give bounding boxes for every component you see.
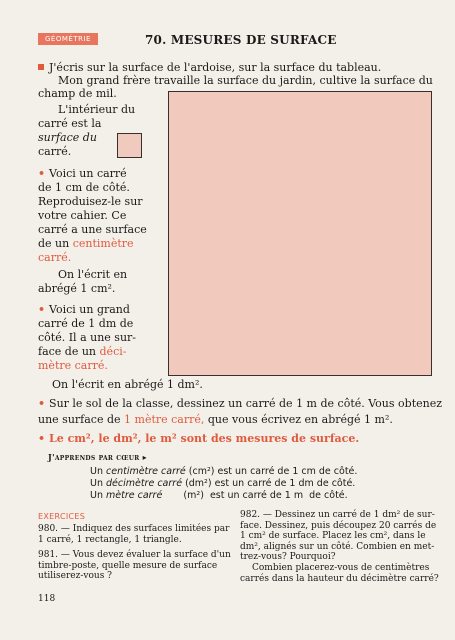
dm-line-5: mètre carré. (38, 359, 108, 372)
exercises-heading: EXERCICES (38, 512, 86, 521)
cm-line-6: de un centimètre (38, 237, 134, 250)
cm-line-9: abrégé 1 cm². (38, 282, 116, 295)
dm-line-2: carré de 1 dm de (38, 317, 134, 330)
page-number: 118 (38, 594, 56, 604)
square-centimeter-figure (117, 133, 142, 158)
rule-text: • Le cm², le dm², le m² sont des mesures de surface. (38, 432, 360, 445)
exercise-982: 982. — Dessinez un carré de 1 dm² de sur- face. Dessinez, puis découpez 20 carrés de 1 cm² de surface. Placez les cm², dans le dm², alignés sur un côté. Combien en met- trez-vous? Pourquoi? Combien placerez-vous de centimètres carrés dans la hauteur du décimètre carré? (240, 510, 439, 584)
interior-text-2: carré est la (38, 117, 102, 130)
dot-bullet-icon: • (38, 303, 46, 316)
cm-line-4: votre cahier. Ce (38, 209, 127, 222)
cm-line-3: Reproduisez-le sur (38, 195, 143, 208)
dm-line-3: côté. Il a une sur- (38, 331, 137, 344)
cm-line-7: carré. (38, 251, 72, 264)
dm-line-1: • Voici un grand (38, 303, 130, 316)
interior-text-1: L'intérieur du (58, 103, 136, 116)
cm-line-5: carré a une surface (38, 223, 147, 236)
learn-heading: J'apprends par cœur ▸ (48, 452, 147, 462)
cm-line-8: On l'écrit en (58, 268, 128, 281)
cm-line-2: de 1 cm de côté. (38, 181, 130, 194)
section-tag: GÉOMÉTRIE (38, 33, 98, 45)
dot-bullet-icon: • (38, 397, 46, 410)
intro-line-3: champ de mil. (38, 87, 117, 100)
cm-line-1: • Voici un carré (38, 167, 127, 180)
intro-line-2: Mon grand frère travaille la surface du jardin, cultive la surface du (58, 74, 433, 87)
square-decimeter-figure (168, 91, 432, 376)
exercise-980: 980. — Indiquez des surfaces limitées par 1 carré, 1 rectangle, 1 triangle. (38, 524, 230, 545)
intro-line-1: J'écris sur la surface de l'ardoise, sur la surface du tableau. (38, 61, 438, 74)
learn-row-3: Un mètre carré (m²) est un carré de 1 m de côté. (90, 490, 348, 501)
learn-row-1: Un centimètre carré (cm²) est un carré de 1 cm de côté. (90, 466, 358, 477)
dot-bullet-icon: • (38, 432, 46, 445)
exercise-981: 981. — Vous devez évaluer la surface d'un timbre-poste, quelle mesure de surface utiliserez-vous ? (38, 550, 231, 582)
interior-text-3: surface du (38, 131, 97, 144)
dot-bullet-icon: • (38, 167, 46, 180)
m-line-2: une surface de 1 mètre carré, que vous écrivez en abrégé 1 m². (38, 413, 393, 426)
dm-line-6: On l'écrit en abrégé 1 dm². (52, 378, 203, 391)
interior-text-4: carré. (38, 145, 72, 158)
square-bullet-icon (38, 64, 44, 70)
dm-line-4: face de un déci- (38, 345, 127, 358)
page-title: 70. MESURES DE SURFACE (145, 33, 337, 47)
learn-row-2: Un décimètre carré (dm²) est un carré de 1 dm de côté. (90, 478, 356, 489)
m-line-1: • Sur le sol de la classe, dessinez un carré de 1 m de côté. Vous obtenez (38, 397, 443, 410)
